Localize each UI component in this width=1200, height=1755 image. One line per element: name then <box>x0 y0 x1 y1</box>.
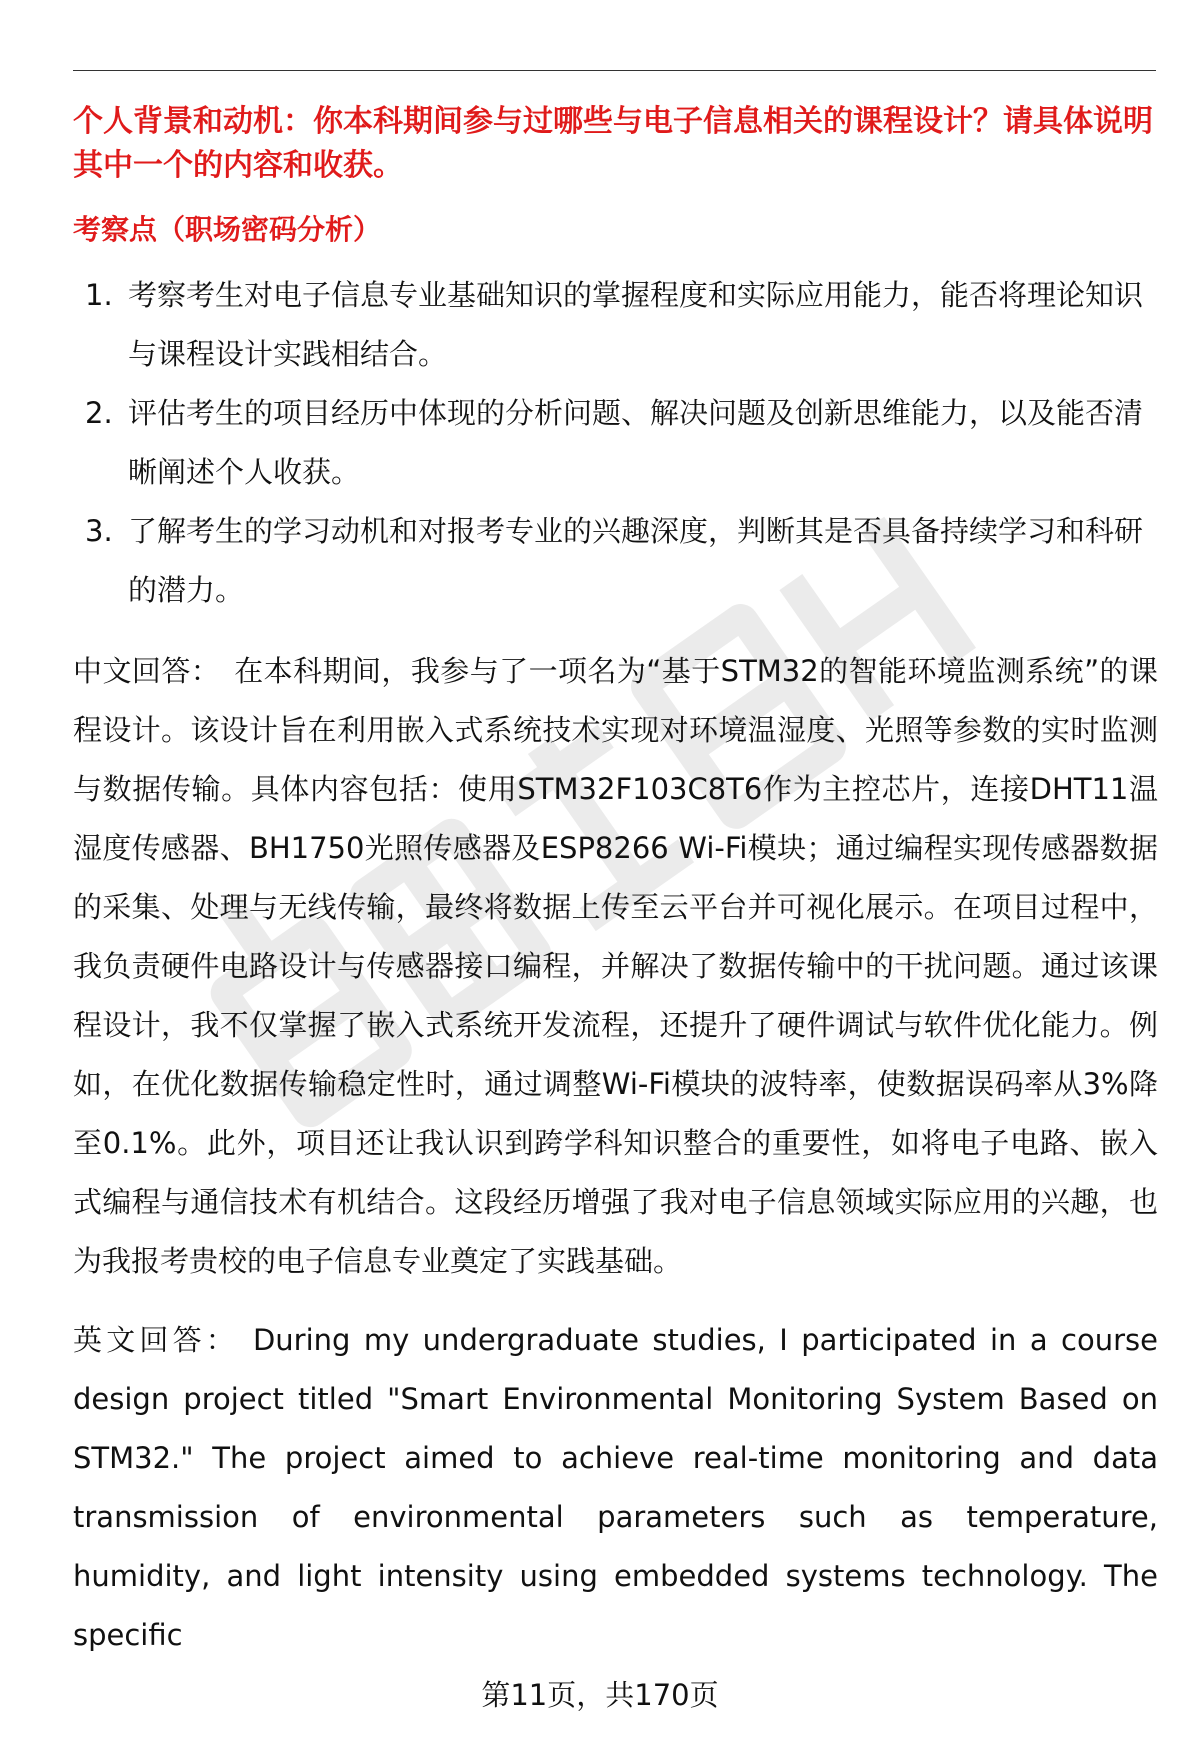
list-item-number: 3. <box>85 514 113 548</box>
list-item <box>73 384 1158 502</box>
chinese-answer <box>73 642 1158 1291</box>
exam-points-heading: 考察点（职场密码分析） <box>73 213 382 246</box>
interview-question: 个人背景和动机：你本科期间参与过哪些与电子信息相关的课程设计？请具体说明其中一个的内容和收获。 <box>73 104 1153 183</box>
list-item-text: 评估考生的项目经历中体现的分析问题、解决问题及创新思维能力，以及能否清晰阐述个人收获。 <box>128 396 1144 489</box>
chinese-answer-label: 中文回答： <box>73 654 221 688</box>
list-item-number: 2. <box>85 396 113 430</box>
english-answer <box>73 1311 1158 1665</box>
exam-points-list <box>73 266 1158 620</box>
list-item-number: 1. <box>85 278 113 312</box>
page-number: 第11页，共170页 <box>481 1678 719 1712</box>
list-item-text: 了解考生的学习动机和对报考专业的兴趣深度，判断其是否具备持续学习和科研的潜力。 <box>128 514 1144 607</box>
chinese-answer-text: 在本科期间，我参与了一项名为“基于STM32的智能环境监测系统”的课程设计。该设计旨在利用嵌入式系统技术实现对环境温湿度、光照等参数的实时监测与数据传输。具体内容包括：使用STM32F103C8T6作为主控芯片，连接DHT11温湿度传感器、BH1750光照传感器及ESP8266 Wi-Fi模块；通过编程实现传感器数据的采集、处理与无线传输，最终将数据上传至云平台并可视化展示。在项目过程中，我负责硬件电路设计与传感器接口编程，并解决了数据传输中的干扰问题。通过该课程设计，我不仅掌握了嵌入式系统开发流程，还提升了硬件调试与软件优化能力。例如，在优化数据传输稳定性时，通过调整Wi-Fi模块的波特率，使数据误码率从3%降至0.1%。此外，项目还让我认识到跨学科知识整合的重要性，如将电子电路、嵌入式编程与通信技术有机结合。这段经历增强了我对电子信息领域实际应用的兴趣，也为我报考贵校的电子信息专业奠定了实践基础。 <box>73 654 1158 1278</box>
list-item <box>73 502 1158 620</box>
list-item <box>73 266 1158 384</box>
english-answer-label: 英文回答： <box>73 1323 239 1357</box>
top-divider <box>73 70 1156 71</box>
english-answer-text: During my undergraduate studies, I participated in a course design project titled "Smart Environmental Monitoring System Based on STM32." The project aimed to achieve real-time monitoring and data transmission of environmental parameters such as temperature, humidity, and light intensity using embedded systems technology. The specific <box>73 1323 1158 1652</box>
list-item-text: 考察考生对电子信息专业基础知识的掌握程度和实际应用能力，能否将理论知识与课程设计实践相结合。 <box>128 278 1144 371</box>
page-content <box>73 100 1158 1665</box>
